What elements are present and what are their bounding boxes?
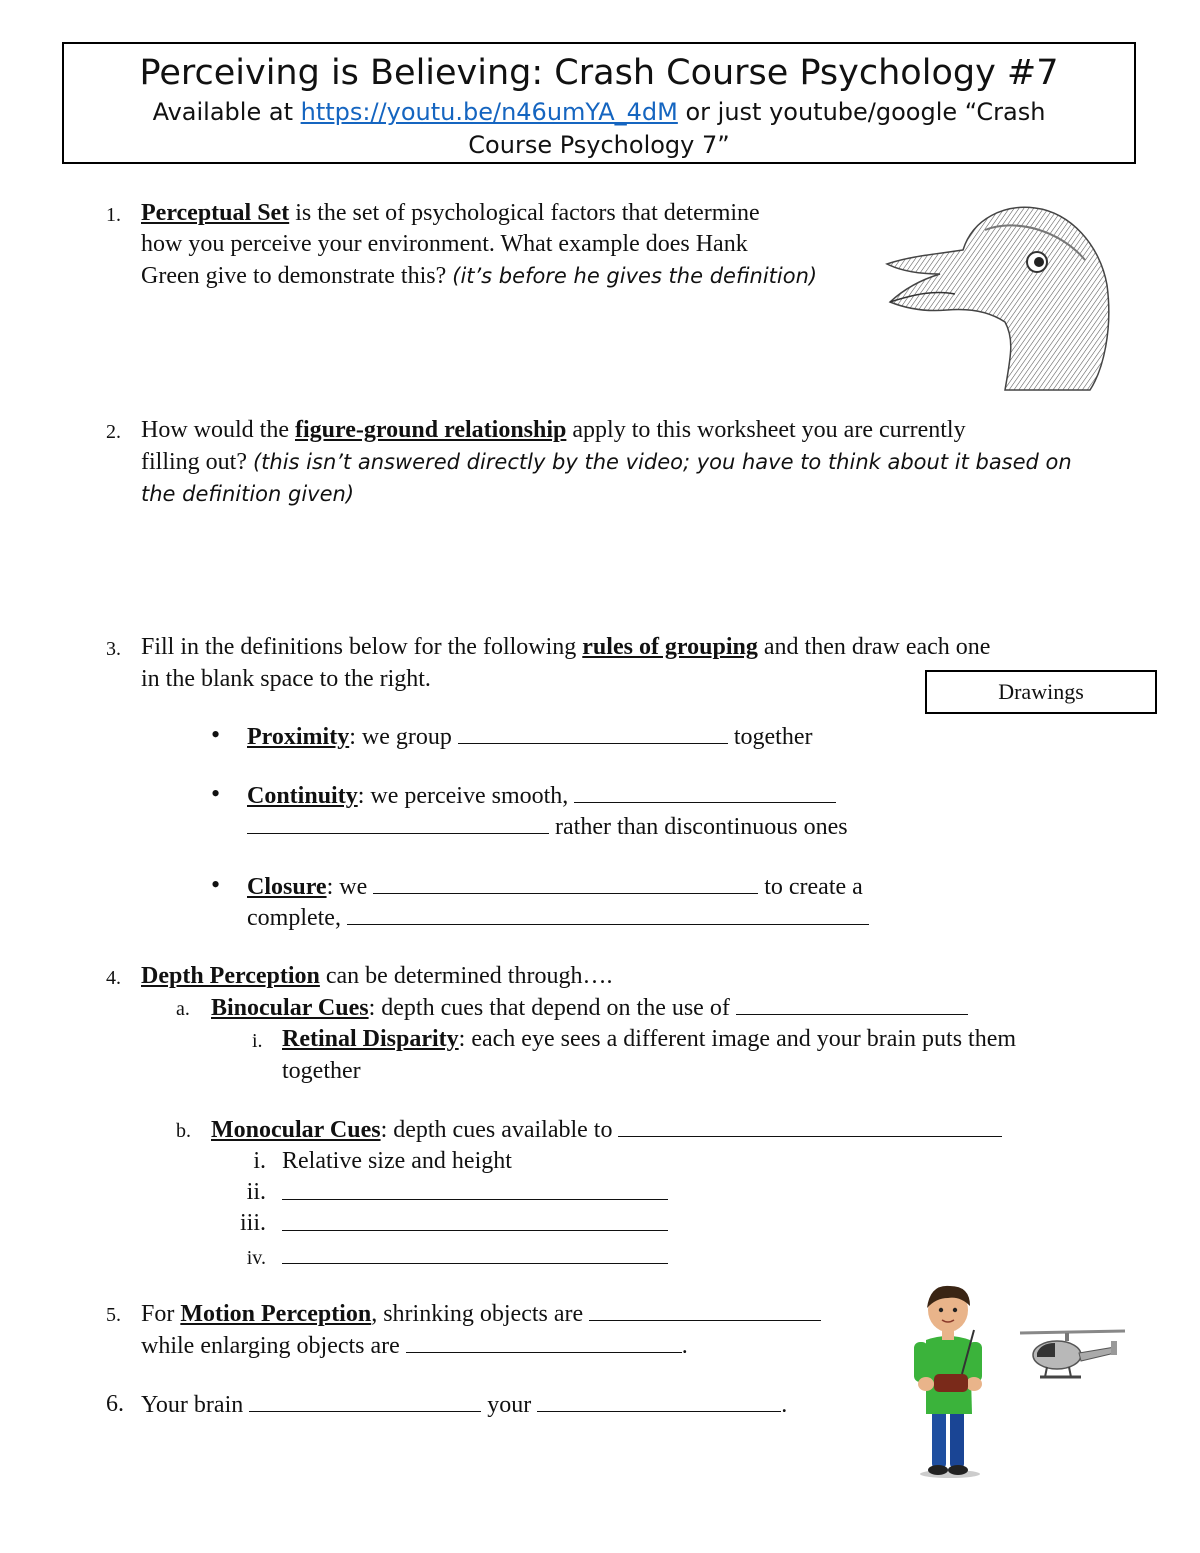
closure-text-a: : we [326, 874, 374, 900]
q5-line-1 [141, 1300, 821, 1328]
q1-line-2: how you perceive your environment. What example does Hank [141, 231, 748, 257]
m-ii-blank[interactable] [282, 1179, 668, 1200]
retinal-term: Retinal Disparity [282, 1026, 459, 1052]
binocular-blank[interactable] [736, 994, 968, 1015]
q6-number: 6. [106, 1391, 124, 1417]
m-ii-label: ii. [246, 1179, 266, 1205]
q5-period: . [681, 1333, 688, 1359]
q2-term: figure-ground relationship [294, 417, 567, 443]
q1-line-1 [141, 200, 760, 227]
m-iv-label: iv. [246, 1247, 266, 1269]
duck-rabbit-illustration [885, 190, 1125, 395]
m-iv-line [282, 1243, 668, 1271]
binocular-text: : depth cues that depend on the use of [368, 995, 736, 1021]
q1-number: 1. [106, 204, 121, 226]
helicopter-icon [1015, 1325, 1130, 1390]
q5-blank-1[interactable] [589, 1300, 821, 1321]
m-iv-blank[interactable] [282, 1243, 668, 1264]
bullet-proximity: • [211, 720, 221, 749]
m-i-label: i. [253, 1148, 266, 1174]
continuity-line-2 [247, 813, 848, 841]
m-ii-line [282, 1179, 668, 1207]
proximity-text-b: together [727, 724, 813, 750]
q3-line-1 [141, 634, 990, 661]
monocular-blank[interactable] [618, 1116, 1002, 1137]
continuity-blank-2[interactable] [247, 813, 549, 834]
proximity-blank[interactable] [458, 723, 728, 744]
bullet-closure: • [211, 870, 221, 899]
q4-a-label: a. [176, 998, 190, 1020]
continuity-blank-1[interactable] [574, 782, 836, 803]
retinal-text: : each eye sees a different image and your brain puts them [458, 1026, 1017, 1052]
closure-blank-1[interactable] [373, 873, 758, 894]
q5-line-2 [141, 1332, 688, 1360]
q1-text-a: is the set of psychological factors that determine [289, 200, 760, 226]
q2-line-1 [141, 417, 966, 444]
q2-text-b: apply to this worksheet you are currently [566, 417, 966, 443]
retinal-line-1 [282, 1026, 1016, 1053]
q3-number: 3. [106, 638, 121, 660]
q5-text-b: , shrinking objects are [371, 1301, 590, 1327]
q2-hint-b: the definition given) [141, 482, 355, 506]
m-iii-label: iii. [239, 1210, 266, 1236]
retinal-line-2: together [282, 1058, 361, 1084]
proximity-line [247, 723, 813, 751]
q5-blank-2[interactable] [406, 1332, 682, 1353]
q5-text-c: while enlarging objects are [141, 1333, 406, 1359]
q6-text-b: your [481, 1392, 538, 1418]
available-prefix: Available at [152, 98, 301, 126]
continuity-line-1 [247, 782, 836, 810]
closure-term: Closure [247, 874, 327, 900]
q2-text-a: How would the [141, 417, 295, 443]
q2-hint-a: (this isn’t answered directly by the video; you have to think about it based on [252, 450, 1072, 474]
bullet-continuity: • [211, 779, 221, 808]
q6-blank-1[interactable] [249, 1391, 481, 1412]
closure-line-2 [247, 904, 869, 932]
q5-text-a: For [141, 1301, 181, 1327]
closure-line-1 [247, 873, 863, 901]
continuity-term: Continuity [247, 783, 358, 809]
q4-i-label: i. [252, 1030, 263, 1052]
q1-term: Perceptual Set [141, 200, 290, 226]
q6-period: . [781, 1392, 788, 1418]
m-iii-blank[interactable] [282, 1210, 668, 1231]
boy-with-remote-illustration [900, 1280, 1010, 1480]
proximity-term: Proximity [247, 724, 350, 750]
monocular-text: : depth cues available to [380, 1117, 619, 1143]
q4-line-1 [141, 963, 612, 990]
q5-term: Motion Perception [180, 1301, 372, 1327]
availability-line-2: Course Psychology 7” [468, 131, 730, 159]
q4-term: Depth Perception [141, 963, 320, 989]
q2-number: 2. [106, 421, 121, 443]
m-iii-line [282, 1210, 668, 1238]
q3-line-2: in the blank space to the right. [141, 666, 431, 692]
closure-blank-2[interactable] [347, 904, 869, 925]
q2-text-c: filling out? [141, 449, 253, 475]
monocular-line [211, 1116, 1002, 1144]
q1-line-3 [141, 263, 817, 290]
availability-line [64, 96, 1134, 129]
proximity-text-a: : we group [349, 724, 458, 750]
q4-text: can be determined through…. [319, 963, 613, 989]
q2-line-2 [141, 449, 1072, 476]
binocular-term: Binocular Cues [211, 995, 369, 1021]
video-link[interactable]: https://youtu.be/n46umYA_4dM [300, 98, 678, 126]
q3-term: rules of grouping [582, 634, 758, 660]
q3-text-a: Fill in the definitions below for the following [141, 634, 583, 660]
q6-blank-2[interactable] [537, 1391, 781, 1412]
q6-line [141, 1391, 787, 1419]
title-box [62, 42, 1136, 164]
continuity-text-a: : we perceive smooth, [357, 783, 575, 809]
q1-hint: (it’s before he gives the definition) [452, 264, 818, 288]
available-suffix: or just youtube/google “Crash [677, 98, 1046, 126]
m-i-text: Relative size and height [282, 1148, 512, 1174]
drawings-box: Drawings [925, 670, 1157, 714]
q4-number: 4. [106, 967, 121, 989]
q1-text-c: Green give to demonstrate this? [141, 263, 453, 289]
q4-b-label: b. [176, 1120, 191, 1142]
closure-text-c: complete, [247, 905, 347, 931]
binocular-line [211, 994, 968, 1022]
page-title: Perceiving is Believing: Crash Course Psychology #7 [139, 53, 1059, 93]
continuity-text-b: rather than discontinuous ones [549, 814, 848, 840]
monocular-term: Monocular Cues [211, 1117, 381, 1143]
q3-text-b: and then draw each one [757, 634, 991, 660]
q6-text-a: Your brain [141, 1392, 250, 1418]
closure-text-b: to create a [758, 874, 863, 900]
q5-number: 5. [106, 1304, 121, 1326]
